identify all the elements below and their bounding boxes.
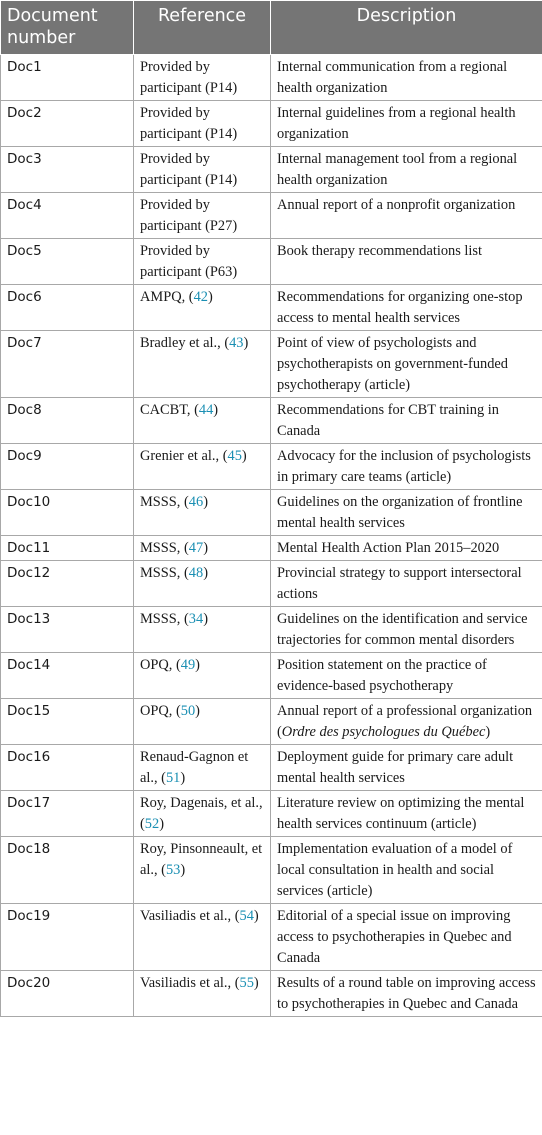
table-row xyxy=(1,745,542,791)
reference-text: Grenier et al., ( xyxy=(140,448,228,464)
reference-cell xyxy=(134,745,271,791)
description-cell xyxy=(271,791,542,837)
description-cell xyxy=(271,101,542,147)
document-number-cell: Doc11 xyxy=(1,536,134,561)
citation-link[interactable]: 55 xyxy=(239,975,254,991)
description-cell xyxy=(271,55,542,101)
description-cell xyxy=(271,444,542,490)
description-text: Results of a round table on improving access to psychotherapies in Quebec and Canada xyxy=(277,975,536,1012)
citation-link[interactable]: 42 xyxy=(193,289,208,305)
reference-text: Provided by participant (P27) xyxy=(140,197,238,234)
reference-text: Bradley et al., ( xyxy=(140,335,230,351)
description-cell xyxy=(271,561,542,607)
header-document-number: Document number xyxy=(1,1,134,55)
reference-text: AMPQ, ( xyxy=(140,289,194,305)
reference-text-suffix: ) xyxy=(195,657,200,673)
document-number-cell: Doc16 xyxy=(1,745,134,791)
document-number-cell: Doc3 xyxy=(1,147,134,193)
table-row xyxy=(1,653,542,699)
reference-cell xyxy=(134,239,271,285)
description-cell xyxy=(271,699,542,745)
citation-link[interactable]: 46 xyxy=(188,494,204,510)
reference-text: MSSS, ( xyxy=(140,565,189,581)
reference-cell xyxy=(134,398,271,444)
description-text: Internal management tool from a regional health organization xyxy=(277,151,518,188)
document-number-cell: Doc5 xyxy=(1,239,134,285)
reference-text: Provided by participant (P14) xyxy=(140,151,238,188)
reference-text: MSSS, ( xyxy=(140,540,189,556)
citation-link[interactable]: 47 xyxy=(188,540,204,556)
description-cell xyxy=(271,607,542,653)
document-number-cell: Doc20 xyxy=(1,971,134,1017)
table-row xyxy=(1,331,542,398)
table-row xyxy=(1,904,542,971)
description-cell xyxy=(271,536,542,561)
citation-link[interactable]: 50 xyxy=(180,703,196,719)
table-row xyxy=(1,101,542,147)
description-text: Advocacy for the inclusion of psychologists in primary care teams (article) xyxy=(277,448,531,485)
table-body xyxy=(1,55,542,1017)
reference-text-suffix: ) xyxy=(195,703,200,719)
citation-link[interactable]: 48 xyxy=(188,565,204,581)
document-number-cell: Doc13 xyxy=(1,607,134,653)
reference-cell xyxy=(134,837,271,904)
reference-text-suffix: ) xyxy=(213,402,219,418)
reference-text-suffix: ) xyxy=(180,862,186,878)
reference-cell xyxy=(134,490,271,536)
document-number-cell: Doc10 xyxy=(1,490,134,536)
table-row xyxy=(1,193,542,239)
reference-text-suffix: ) xyxy=(207,289,213,305)
description-text: Guidelines on the organization of frontline mental health services xyxy=(277,494,523,531)
description-cell xyxy=(271,331,542,398)
description-text: Point of view of psychologists and psychotherapists on government-funded psychotherapy (article) xyxy=(277,335,508,393)
description-text: Recommendations for CBT training in Canada xyxy=(277,402,499,439)
document-number-cell: Doc6 xyxy=(1,285,134,331)
citation-link[interactable]: 53 xyxy=(165,862,181,878)
citation-link[interactable]: 49 xyxy=(180,657,196,673)
description-text: Position statement on the practice of evidence-based psychotherapy xyxy=(277,657,487,694)
table-row xyxy=(1,398,542,444)
table-row xyxy=(1,971,542,1017)
reference-cell xyxy=(134,331,271,398)
description-cell xyxy=(271,398,542,444)
reference-text-suffix: ) xyxy=(253,975,259,991)
reference-text: Renaud-Gagnon et al., ( xyxy=(140,749,249,786)
description-text: Guidelines on the identification and service trajectories for common mental disorders xyxy=(277,611,528,648)
reference-text: Vasiliadis et al., ( xyxy=(140,908,240,924)
header-description: Description xyxy=(271,1,542,55)
header-row xyxy=(1,1,542,55)
description-text: Internal communication from a regional health organization xyxy=(277,59,508,96)
description-text: Internal guidelines from a regional health organization xyxy=(277,105,516,142)
table-row xyxy=(1,490,542,536)
reference-cell xyxy=(134,285,271,331)
reference-text: Roy, Dagenais, et al., ( xyxy=(140,795,263,832)
reference-text-suffix: ) xyxy=(243,335,249,351)
reference-cell xyxy=(134,904,271,971)
table-row xyxy=(1,285,542,331)
document-number-cell: Doc18 xyxy=(1,837,134,904)
citation-link[interactable]: 52 xyxy=(144,816,160,832)
citation-link[interactable]: 51 xyxy=(165,770,181,786)
reference-text: MSSS, ( xyxy=(140,611,189,627)
reference-cell xyxy=(134,699,271,745)
reference-cell xyxy=(134,653,271,699)
document-number-cell: Doc8 xyxy=(1,398,134,444)
reference-text: Provided by participant (P14) xyxy=(140,59,238,96)
description-cell xyxy=(271,971,542,1017)
reference-text-suffix: ) xyxy=(203,565,208,581)
description-text: Literature review on optimizing the mental health services continuum (article) xyxy=(277,795,525,832)
description-text: Provincial strategy to support intersectoral actions xyxy=(277,565,522,602)
reference-cell xyxy=(134,971,271,1017)
document-number-cell: Doc2 xyxy=(1,101,134,147)
reference-cell xyxy=(134,561,271,607)
table-row xyxy=(1,791,542,837)
table-row xyxy=(1,536,542,561)
document-number-cell: Doc7 xyxy=(1,331,134,398)
description-text: Mental Health Action Plan 2015–2020 xyxy=(277,540,500,556)
reference-text-suffix: ) xyxy=(203,540,208,556)
description-cell xyxy=(271,193,542,239)
description-cell xyxy=(271,745,542,791)
description-text: Annual report of a nonprofit organization xyxy=(277,197,516,213)
citation-link[interactable]: 34 xyxy=(188,611,204,627)
description-cell xyxy=(271,837,542,904)
reference-cell xyxy=(134,607,271,653)
reference-text-suffix: ) xyxy=(180,770,186,786)
table-row xyxy=(1,607,542,653)
citation-link[interactable]: 45 xyxy=(227,448,242,464)
description-text: Editorial of a special issue on improving access to psychotherapies in Quebec and Canada xyxy=(277,908,512,966)
document-number-cell: Doc9 xyxy=(1,444,134,490)
description-cell xyxy=(271,904,542,971)
table-row xyxy=(1,837,542,904)
description-cell xyxy=(271,653,542,699)
reference-text-suffix: ) xyxy=(203,611,208,627)
description-cell xyxy=(271,239,542,285)
citation-link[interactable]: 54 xyxy=(239,908,254,924)
reference-cell xyxy=(134,791,271,837)
reference-cell xyxy=(134,101,271,147)
table-row xyxy=(1,699,542,745)
reference-cell xyxy=(134,444,271,490)
reference-text-suffix: ) xyxy=(203,494,208,510)
citation-link[interactable]: 43 xyxy=(229,335,244,351)
reference-text: Roy, Pinsonneault, et al., ( xyxy=(140,841,263,878)
description-text: Annual report of a professional organization ( xyxy=(277,703,533,740)
reference-cell xyxy=(134,536,271,561)
citation-link[interactable]: 44 xyxy=(198,402,214,418)
document-number-cell: Doc19 xyxy=(1,904,134,971)
document-number-cell: Doc1 xyxy=(1,55,134,101)
description-text: Implementation evaluation of a model of local consultation in health and social services (article) xyxy=(277,841,513,899)
reference-text-suffix: ) xyxy=(241,448,247,464)
description-cell xyxy=(271,490,542,536)
reference-text: OPQ, ( xyxy=(140,703,181,719)
table-row xyxy=(1,239,542,285)
reference-text: Vasiliadis et al., ( xyxy=(140,975,240,991)
reference-text: Provided by participant (P14) xyxy=(140,105,238,142)
table-row xyxy=(1,444,542,490)
reference-cell xyxy=(134,55,271,101)
reference-cell xyxy=(134,193,271,239)
table-header xyxy=(1,1,542,55)
description-text: Book therapy recommendations list xyxy=(277,243,483,259)
document-number-cell: Doc17 xyxy=(1,791,134,837)
description-text-suffix: ) xyxy=(485,724,491,740)
reference-text: Provided by participant (P63) xyxy=(140,243,238,280)
reference-text: MSSS, ( xyxy=(140,494,189,510)
description-italic-text: Ordre des psychologues du Québec xyxy=(281,724,486,740)
reference-cell xyxy=(134,147,271,193)
description-cell xyxy=(271,285,542,331)
document-number-cell: Doc14 xyxy=(1,653,134,699)
reference-text: CACBT, ( xyxy=(140,402,199,418)
header-reference: Reference xyxy=(134,1,271,55)
table-row xyxy=(1,55,542,101)
reference-text-suffix: ) xyxy=(159,816,164,832)
table-row xyxy=(1,147,542,193)
document-number-cell: Doc15 xyxy=(1,699,134,745)
description-text: Recommendations for organizing one-stop access to mental health services xyxy=(277,289,523,326)
description-text: Deployment guide for primary care adult mental health services xyxy=(277,749,514,786)
description-cell xyxy=(271,147,542,193)
table-row xyxy=(1,561,542,607)
reference-text-suffix: ) xyxy=(253,908,259,924)
document-number-cell: Doc4 xyxy=(1,193,134,239)
document-number-cell: Doc12 xyxy=(1,561,134,607)
reference-text: OPQ, ( xyxy=(140,657,181,673)
